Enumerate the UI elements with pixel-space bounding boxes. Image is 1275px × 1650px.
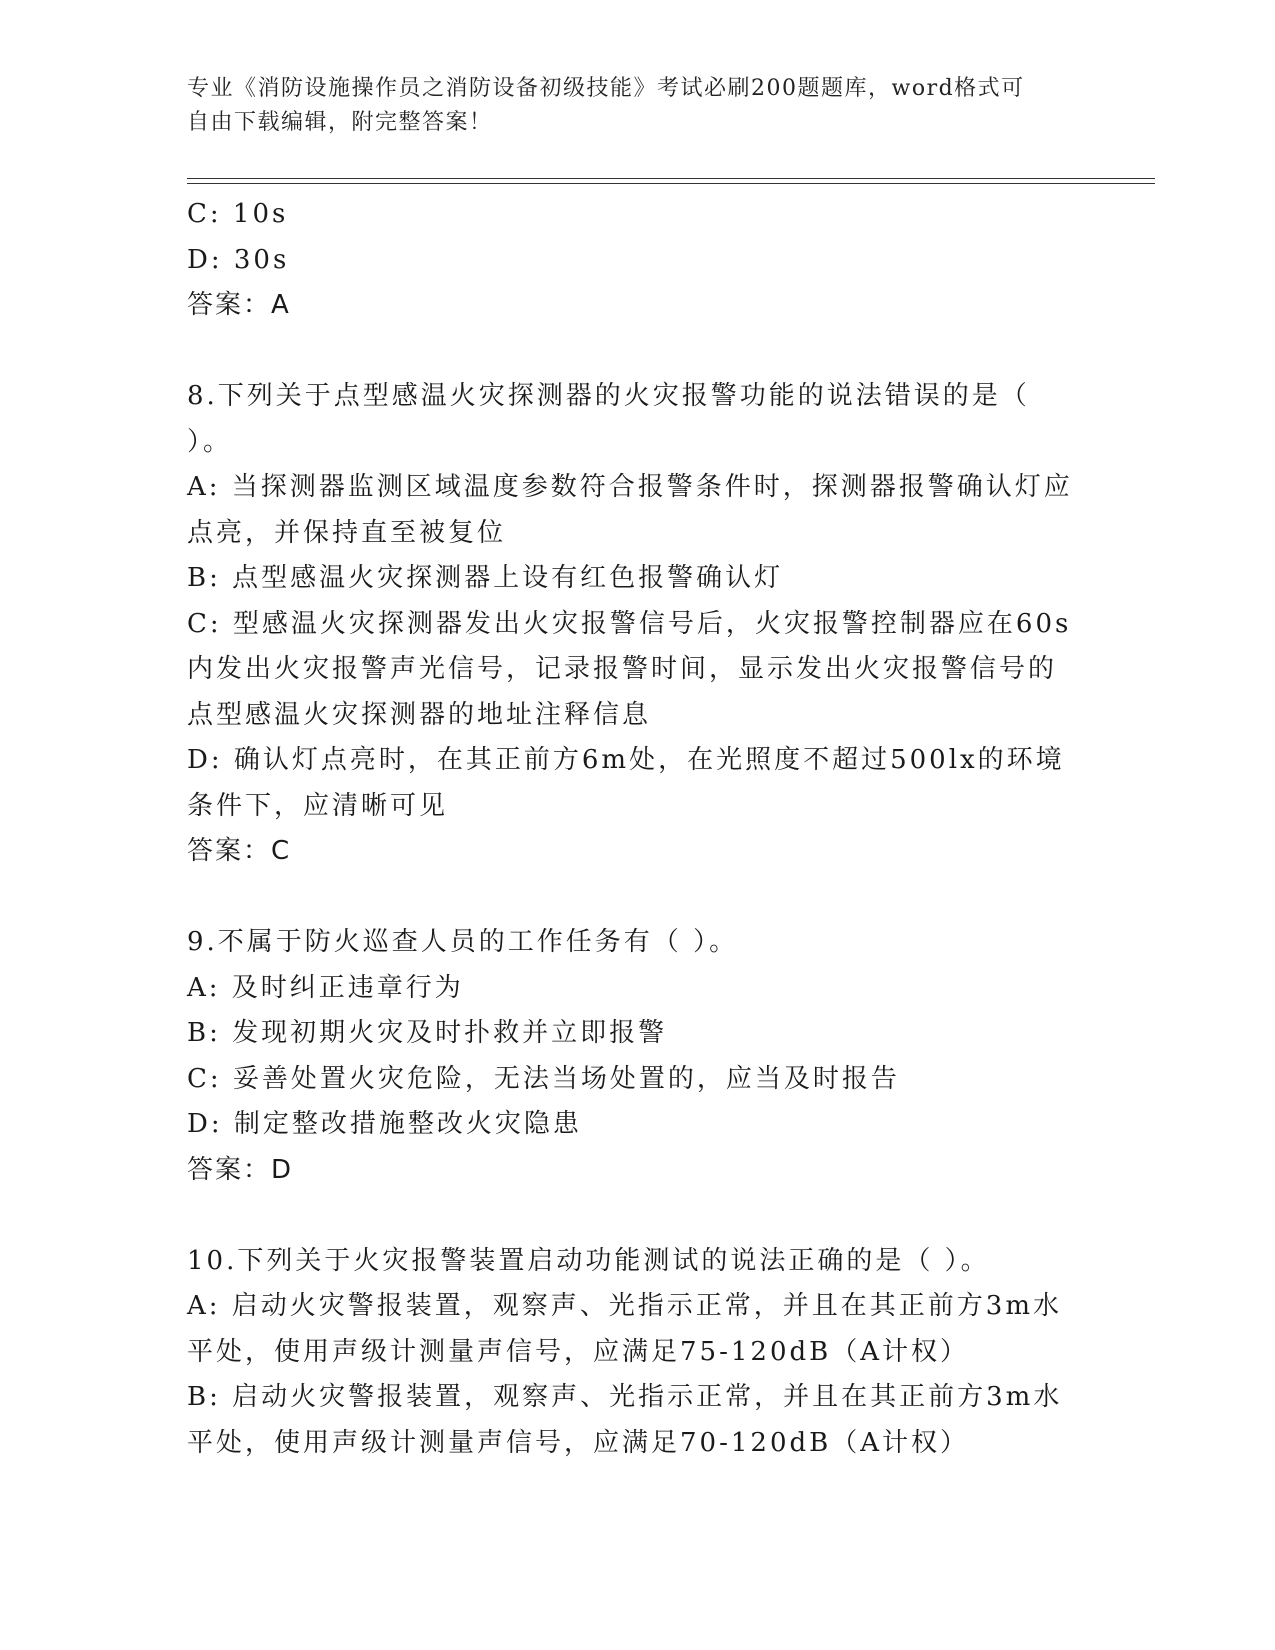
option-d: D: 确认灯点亮时，在其正前方6m处，在光照度不超过500lx的环境 [187,745,1065,775]
option-b: B: 启动火灾警报装置，观察声、光指示正常，并且在其正前方3m水 [187,1382,1063,1412]
option-c: C: 10s [187,199,289,229]
option-b: B: 点型感温火灾探测器上设有红色报警确认灯 [187,563,784,593]
header-title-line-2: 自由下载编辑，附完整答案！ [187,110,493,135]
spacer [187,875,1067,921]
header-divider-top [187,178,1155,179]
option-c-continued: 点型感温火灾探测器的地址注释信息 [187,699,652,730]
option-b-continued: 平处，使用声级计测量声信号，应满足70-120dB（A计权） [187,1427,970,1458]
answer-line: 答案：C [187,836,292,866]
option-d: D: 30s [187,244,290,275]
option-d: D: 制定整改措施整改火灾隐患 [187,1109,582,1139]
spacer [187,329,1067,375]
question-block-prev [187,192,1067,329]
question-stem: 10.下列关于火灾报警装置启动功能测试的说法正确的是（ ）。 [187,1245,990,1276]
option-c: C: 型感温火灾探测器发出火灾报警信号后，火灾报警控制器应在60s [187,608,1072,639]
option-a: A: 启动火灾警报装置，观察声、光指示正常，并且在其正前方3m水 [187,1291,1062,1321]
question-stem: 8.下列关于点型感温火灾探测器的火灾报警功能的说法错误的是（ [187,381,1030,411]
question-content [187,192,1073,1466]
question-stem: 9.不属于防火巡查人员的工作任务有（ ）。 [187,927,739,957]
question-stem-continued: ）。 [187,426,233,457]
question-block-8 [187,374,1073,875]
answer-line: 答案：D [187,1154,294,1185]
option-a: A: 当探测器监测区域温度参数符合报警条件时，探测器报警确认灯应 [187,472,1073,502]
question-block-10 [187,1239,1067,1467]
spacer [187,1193,1067,1239]
header-title-line-1: 专业《消防设施操作员之消防设备初级技能》考试必刷200题题库，word格式可 [187,76,1025,101]
header-divider-bottom [187,183,1155,184]
document-header [187,72,1067,140]
option-a: A: 及时纠正违章行为 [187,972,464,1003]
answer-line: 答案：A [187,290,291,320]
option-d-continued: 条件下，应清晰可见 [187,790,449,821]
option-c: C: 妥善处置火灾危险，无法当场处置的，应当及时报告 [187,1063,900,1094]
option-a-continued: 点亮，并保持直至被复位 [187,517,507,548]
option-c-continued: 内发出火灾报警声光信号，记录报警时间，显示发出火灾报警信号的 [187,654,1058,684]
option-a-continued: 平处，使用声级计测量声信号，应满足75-120dB（A计权） [187,1336,970,1367]
question-block-9 [187,920,1067,1193]
option-b: B: 发现初期火灾及时扑救并立即报警 [187,1018,668,1048]
